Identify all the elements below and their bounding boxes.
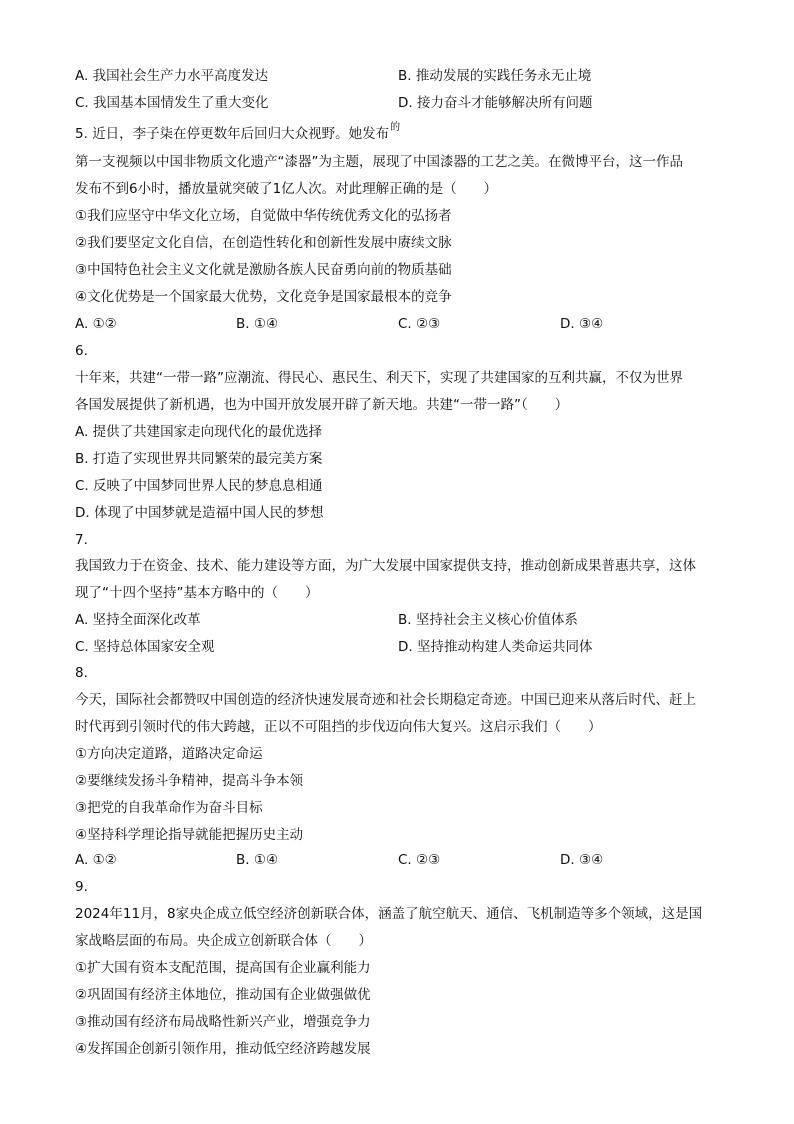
q8-stem-line2: 时代再到引领时代的伟大跨越，正以不可阻挡的步伐迈向伟大复兴。这启示我们（ ） xyxy=(75,719,602,735)
q4-option-d[interactable]: D. 接力奋斗才能够解决所有问题 xyxy=(398,95,593,111)
q6-option-c[interactable]: C. 反映了中国梦同世界人民的梦息息相通 xyxy=(75,478,323,494)
q8-number: 8. xyxy=(75,665,88,681)
q5-option-d[interactable]: D. ③④ xyxy=(560,316,604,332)
q5-stem-superscript: 的 xyxy=(390,122,401,133)
q5-stem-line2: 第一支视频以中国非物质文化遗产“漆器”为主题，展现了中国漆器的工艺之美。在微博平台，这一作品 xyxy=(75,154,683,170)
q5-option-a[interactable]: A. ①② xyxy=(75,316,117,332)
q8-statement-4: ④坚持科学理论指导就能把握历史主动 xyxy=(75,827,304,843)
q8-option-c[interactable]: C. ②③ xyxy=(398,852,441,868)
q8-statement-1: ①方向决定道路，道路决定命运 xyxy=(75,746,263,762)
q9-stem-line1: 2024年11月，8家央企成立低空经济创新联合体，涵盖了航空航天、通信、飞机制造等多个领域，这是国 xyxy=(75,906,703,922)
q5-option-c[interactable]: C. ②③ xyxy=(398,316,441,332)
q5-statement-1: ①我们应坚守中华文化立场，自觉做中华传统优秀文化的弘扬者 xyxy=(75,208,452,224)
q8-option-b[interactable]: B. ①④ xyxy=(236,852,279,868)
q5-option-b[interactable]: B. ①④ xyxy=(236,316,279,332)
q6-stem-line1: 十年来，共建“一带一路”应潮流、得民心、惠民生、利天下，实现了共建国家的互利共赢，不仅为世界 xyxy=(75,370,683,386)
q5-stem-line1 xyxy=(75,122,401,145)
q4-option-c[interactable]: C. 我国基本国情发生了重大变化 xyxy=(75,95,269,111)
q8-statement-3: ③把党的自我革命作为奋斗目标 xyxy=(75,800,263,816)
q9-statement-4: ④发挥国企创新引领作用，推动低空经济跨越发展 xyxy=(75,1041,371,1057)
q5-statement-4: ④文化优势是一个国家最大优势，文化竞争是国家最根本的竞争 xyxy=(75,289,452,305)
q9-stem-line2: 家战略层面的布局。央企成立创新联合体（ ） xyxy=(75,933,372,949)
q6-option-d[interactable]: D. 体现了中国梦就是造福中国人民的梦想 xyxy=(75,505,324,521)
q7-option-c[interactable]: C. 坚持总体国家安全观 xyxy=(75,639,215,655)
q9-statement-1: ①扩大国有资本支配范围，提高国有企业赢利能力 xyxy=(75,960,371,976)
q8-statement-2: ②要继续发扬斗争精神，提高斗争本领 xyxy=(75,773,304,789)
q5-stem-line3: 发布不到6小时，播放量就突破了1亿人次。对此理解正确的是（ ） xyxy=(75,181,498,197)
q6-option-a[interactable]: A. 提供了共建国家走向现代化的最优选择 xyxy=(75,424,323,440)
q5-statement-3: ③中国特色社会主义文化就是激励各族人民奋勇向前的物质基础 xyxy=(75,262,452,278)
q7-stem-line2: 现了“十四个坚持”基本方略中的（ ） xyxy=(75,585,319,601)
q6-number: 6. xyxy=(75,343,88,359)
q5-statement-2: ②我们要坚定文化自信，在创造性转化和创新性发展中赓续文脉 xyxy=(75,235,452,251)
q6-option-b[interactable]: B. 打造了实现世界共同繁荣的最完美方案 xyxy=(75,451,323,467)
q7-option-d[interactable]: D. 坚持推动构建人类命运共同体 xyxy=(398,639,593,655)
q4-option-a[interactable]: A. 我国社会生产力水平高度发达 xyxy=(75,68,269,84)
q9-statement-2: ②巩固国有经济主体地位，推动国有企业做强做优 xyxy=(75,987,371,1003)
q7-option-b[interactable]: B. 坚持社会主义核心价值体系 xyxy=(398,612,578,628)
q4-option-b[interactable]: B. 推动发展的实践任务永无止境 xyxy=(398,68,592,84)
q9-number: 9. xyxy=(75,879,88,895)
q8-stem-line1: 今天，国际社会都赞叹中国创造的经济快速发展奇迹和社会长期稳定奇迹。中国已迎来从落后时代、赶上 xyxy=(75,692,696,708)
q7-option-a[interactable]: A. 坚持全面深化改革 xyxy=(75,612,201,628)
q6-stem-line2: 各国发展提供了新机遇，也为中国开放发展开辟了新天地。共建“一带一路”（ ） xyxy=(75,397,569,413)
q7-number: 7. xyxy=(75,532,88,548)
q8-option-a[interactable]: A. ①② xyxy=(75,852,117,868)
q7-stem-line1: 我国致力于在资金、技术、能力建设等方面，为广大发展中国家提供支持，推动创新成果普惠共享，这体 xyxy=(75,558,696,574)
q9-statement-3: ③推动国有经济布局战略性新兴产业，增强竞争力 xyxy=(75,1014,371,1030)
q5-stem-text: 5. 近日，李子柒在停更数年后回归大众视野。她发布 xyxy=(75,126,390,142)
q8-option-d[interactable]: D. ③④ xyxy=(560,852,604,868)
